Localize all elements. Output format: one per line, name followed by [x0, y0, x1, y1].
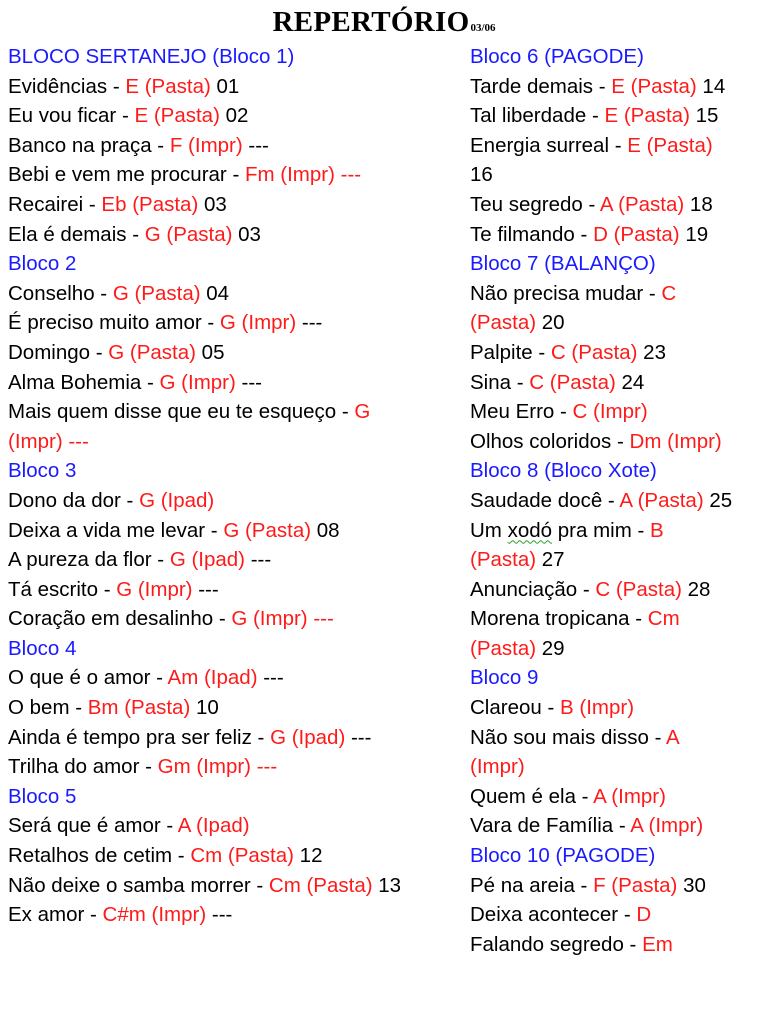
song-number: 12 [293, 844, 323, 868]
song-key: E (Pasta) [627, 133, 713, 157]
song-number: 30 [677, 873, 706, 897]
song-row-continuation [470, 160, 766, 190]
song-key: C#m (Impr) [102, 903, 207, 927]
song-key: G (Ipad) [139, 488, 215, 512]
song-row [8, 72, 463, 102]
song-number: --- [235, 370, 263, 394]
song-title: Um [470, 518, 508, 542]
song-key: Cm [647, 607, 680, 631]
song-key: A (Impr) [593, 784, 666, 808]
song-row [8, 397, 463, 427]
song-row [8, 308, 463, 338]
song-row [470, 427, 766, 457]
song-row [470, 279, 766, 309]
song-row [8, 575, 463, 605]
song-key: G (Pasta) [144, 222, 233, 246]
song-title: Será que é amor - [8, 814, 178, 838]
song-row [8, 516, 463, 546]
song-number: 14 [696, 74, 726, 98]
song-number: --- [296, 311, 323, 335]
song-key: G (Pasta) [108, 340, 196, 364]
song-row [470, 72, 766, 102]
song-title: Pé na areia - [470, 873, 594, 897]
block-heading [470, 841, 766, 871]
song-title: Olhos coloridos - [470, 429, 630, 453]
song-key: A (Pasta) [599, 192, 685, 216]
block-heading [8, 249, 463, 279]
song-title: Sina - [470, 370, 530, 394]
song-key: G (Pasta) [112, 281, 201, 305]
song-title: Retalhos de cetim - [8, 844, 191, 868]
song-number: --- [245, 548, 272, 572]
song-title: Meu Erro - [470, 400, 573, 424]
song-title: A pureza da flor - [8, 548, 170, 572]
song-number: 16 [470, 163, 493, 187]
block-heading-text: Bloco 9 [470, 666, 539, 690]
song-key: A (Ipad) [177, 814, 250, 838]
song-row [8, 338, 463, 368]
song-number: --- [257, 666, 284, 690]
song-key: B [650, 518, 664, 542]
song-title: Deixa acontecer - [470, 903, 637, 927]
song-title: Domingo - [8, 340, 109, 364]
song-key: G [354, 400, 371, 424]
song-number: --- [242, 133, 269, 157]
song-key: (Pasta) [470, 636, 537, 660]
song-row-continuation [470, 752, 766, 782]
song-title: Banco na praça - [8, 133, 170, 157]
song-row [8, 545, 463, 575]
song-title: Recairei - [8, 192, 102, 216]
song-key: G (Impr) [219, 311, 297, 335]
block-heading-text: Bloco 4 [8, 636, 77, 660]
song-number: 02 [219, 104, 249, 128]
block-heading [470, 663, 766, 693]
block-heading-text: Bloco 6 (PAGODE) [470, 45, 644, 68]
song-number: 29 [536, 636, 565, 660]
song-row [8, 841, 463, 871]
block-heading-text: Bloco 10 (PAGODE) [470, 844, 656, 868]
song-title: Te filmando - [470, 222, 594, 246]
song-key: G (Ipad) [169, 548, 246, 572]
song-title: Energia surreal - [470, 133, 628, 157]
song-number: --- [345, 725, 372, 749]
block-heading [8, 42, 463, 72]
song-row-continuation [8, 427, 463, 457]
song-row [8, 604, 463, 634]
song-number: 03 [232, 222, 261, 246]
song-title: Tal liberdade - [470, 104, 605, 128]
song-number: 04 [200, 281, 230, 305]
song-key: (Impr) [470, 755, 525, 779]
song-number: 20 [536, 311, 565, 335]
right-column [470, 42, 766, 959]
song-number: 27 [536, 548, 565, 572]
block-heading [8, 782, 463, 812]
song-title: É preciso muito amor - [8, 311, 220, 335]
song-number: 08 [311, 518, 340, 542]
song-title: Tá escrito - [8, 577, 117, 601]
song-row [470, 723, 766, 753]
song-key: B (Impr) [560, 696, 635, 720]
song-key: Cm (Pasta) [190, 844, 294, 868]
song-key: Gm (Impr) --- [157, 755, 278, 779]
song-key: G (Impr) [159, 370, 236, 394]
song-key: Dm (Impr) [629, 429, 722, 453]
song-number: 19 [679, 222, 709, 246]
song-title: O que é o amor - [8, 666, 168, 690]
song-title: Falando segredo - [470, 932, 643, 956]
song-title: Palpite - [470, 340, 551, 364]
song-key: Cm (Pasta) [268, 873, 373, 897]
song-row [8, 279, 463, 309]
song-key: Em [642, 932, 673, 956]
block-heading-text: BLOCO SERTANEJO (Bloco 1) [8, 45, 295, 68]
song-row [470, 693, 766, 723]
song-key: G (Pasta) [223, 518, 312, 542]
song-title: Deixa a vida me levar - [8, 518, 224, 542]
song-title: Conselho - [8, 281, 113, 305]
song-row [470, 397, 766, 427]
song-key: Eb (Pasta) [101, 192, 199, 216]
song-title: Mais quem disse que eu te esqueço - [8, 400, 355, 424]
song-row [470, 338, 766, 368]
song-number: 15 [689, 104, 719, 128]
song-key: C (Pasta) [550, 340, 638, 364]
song-number: 24 [615, 370, 645, 394]
song-key: G (Impr) [116, 577, 193, 601]
song-row [470, 782, 766, 812]
block-heading-text: Bloco 8 (Bloco Xote) [470, 459, 657, 483]
block-heading [8, 456, 463, 486]
song-title: Não precisa mudar - [470, 281, 662, 305]
song-row-continuation [470, 308, 766, 338]
song-title: Tarde demais - [470, 74, 612, 98]
song-row [8, 368, 463, 398]
song-number: 18 [684, 192, 713, 216]
block-heading-text: Bloco 7 (BALANÇO) [470, 252, 656, 276]
song-title-flagged-word: xodó [507, 518, 553, 542]
song-row [470, 368, 766, 398]
song-number: 13 [372, 873, 402, 897]
left-column [8, 42, 463, 930]
song-key: F (Impr) [169, 133, 243, 157]
page-header [0, 6, 768, 39]
block-heading [8, 634, 463, 664]
song-key: (Pasta) [470, 311, 537, 335]
song-row-continuation [470, 634, 766, 664]
song-key: A (Pasta) [619, 488, 704, 512]
block-heading-text: Bloco 3 [8, 459, 77, 483]
song-title: Bebi e vem me procurar - [8, 163, 245, 187]
song-key: F (Pasta) [593, 873, 678, 897]
block-heading-text: Bloco 5 [8, 784, 77, 808]
page-title: REPERTÓRIO [272, 6, 470, 38]
song-key: G (Ipad) [270, 725, 346, 749]
song-title: Trilha do amor - [8, 755, 158, 779]
song-title: Morena tropicana - [470, 607, 648, 631]
song-key: C (Impr) [572, 400, 648, 424]
song-title: Ex amor - [8, 903, 103, 927]
song-row [8, 811, 463, 841]
song-row [8, 900, 463, 930]
song-title: Anunciação - [470, 577, 596, 601]
song-row [8, 723, 463, 753]
song-row [8, 871, 463, 901]
song-key: Am (Ipad) [167, 666, 258, 690]
song-row [470, 604, 766, 634]
song-row [8, 693, 463, 723]
song-key: C [661, 281, 677, 305]
song-row [8, 752, 463, 782]
song-number: 28 [681, 577, 711, 601]
song-key: E (Pasta) [604, 104, 690, 128]
song-key: Bm (Pasta) [87, 696, 191, 720]
song-title: Quem é ela - [470, 784, 594, 808]
song-number: 01 [210, 74, 240, 98]
song-row [8, 220, 463, 250]
song-key: (Pasta) [470, 548, 537, 572]
song-row [470, 900, 766, 930]
song-row [470, 190, 766, 220]
song-title: Evidências - [8, 74, 126, 98]
song-title: Ela é demais - [8, 222, 145, 246]
song-row [470, 220, 766, 250]
page-date: 03/06 [470, 22, 496, 34]
song-title: Clareou - [470, 696, 561, 720]
song-row [470, 131, 766, 161]
song-row [8, 101, 463, 131]
song-row [470, 486, 766, 516]
song-key: D [636, 903, 652, 927]
song-title: Alma Bohemia - [8, 370, 160, 394]
song-title: Vara de Família - [470, 814, 631, 838]
song-row [470, 871, 766, 901]
song-number: 23 [637, 340, 666, 364]
block-heading-text: Bloco 2 [8, 252, 77, 276]
song-row [8, 190, 463, 220]
song-row-continuation [470, 545, 766, 575]
song-title: Ainda é tempo pra ser feliz - [8, 725, 271, 749]
song-key: A (Impr) [630, 814, 704, 838]
song-key: (Impr) --- [8, 429, 89, 453]
song-key: C (Pasta) [595, 577, 682, 601]
song-row [470, 516, 766, 546]
song-row [8, 486, 463, 516]
song-key: D (Pasta) [593, 222, 680, 246]
song-title: Teu segredo - [470, 192, 600, 216]
song-number: --- [192, 577, 219, 601]
song-row [8, 663, 463, 693]
song-title: Não sou mais disso - [470, 725, 666, 749]
song-key: G (Impr) --- [231, 607, 334, 631]
song-key: Fm (Impr) --- [244, 163, 362, 187]
song-number: 05 [195, 340, 225, 364]
song-row [470, 575, 766, 605]
song-title: Saudade docê - [470, 488, 620, 512]
song-title: O bem - [8, 696, 88, 720]
block-heading [470, 42, 766, 72]
song-title: Dono da dor - [8, 488, 140, 512]
song-number: 25 [703, 488, 733, 512]
song-key: E (Pasta) [611, 74, 697, 98]
song-number: 10 [190, 696, 219, 720]
song-number: 03 [198, 192, 227, 216]
song-title: Coração em desalinho - [8, 607, 232, 631]
song-key: A [665, 725, 680, 749]
song-title-rest: pra mim - [552, 518, 650, 542]
song-number: --- [206, 903, 233, 927]
song-row [8, 131, 463, 161]
song-key: E (Pasta) [134, 104, 220, 128]
song-key: C (Pasta) [529, 370, 616, 394]
song-row [470, 930, 766, 960]
song-row [470, 811, 766, 841]
block-heading [470, 456, 766, 486]
song-row [470, 101, 766, 131]
song-key: E (Pasta) [125, 74, 211, 98]
song-title: Não deixe o samba morrer - [8, 873, 269, 897]
song-row [8, 160, 463, 190]
block-heading [470, 249, 766, 279]
song-title: Eu vou ficar - [8, 104, 135, 128]
